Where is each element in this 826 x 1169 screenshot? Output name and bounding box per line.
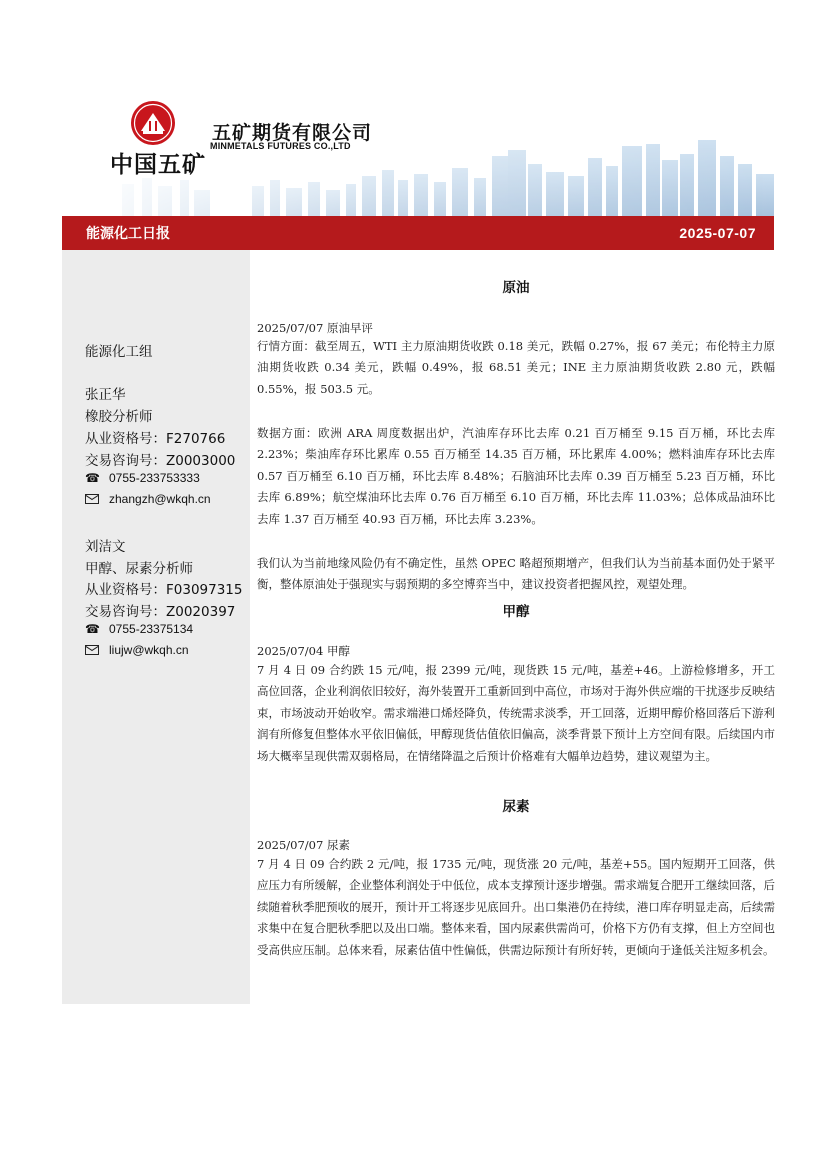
report-title-bar	[62, 216, 774, 250]
company-name-cn: 五矿期货有限公司	[212, 122, 373, 144]
phone-icon: ☎	[85, 471, 100, 485]
section-title-methanol: 甲醇	[502, 604, 530, 620]
section-subtitle: 2025/07/04 甲醇	[257, 644, 350, 658]
analyst-sidebar	[62, 250, 250, 1004]
section-title-crude: 原油	[502, 280, 530, 296]
phone-number: 0755-233753333	[109, 471, 200, 485]
report-date: 2025-07-07	[679, 225, 756, 241]
analyst-name: 刘洁文	[85, 539, 126, 555]
analyst-email	[85, 643, 189, 657]
crude-market-paragraph: 行情方面：截至周五，WTI 主力原油期货收跌 0.18 美元，跌幅 0.27%，报 67 美元；布伦特主力原油期货收跌 0.34 美元，跌幅 0.49%，报 68.51 美元；INE 主力原油期货收跌 2.80 元，跌幅 0.55%，报 503.5 元。	[257, 339, 775, 396]
report-title: 能源化工日报	[86, 226, 170, 242]
logo-text: 中国五矿	[110, 152, 206, 178]
analyst-consulting-number: 交易咨询号：Z0003000	[85, 453, 236, 469]
crude-data-paragraph: 数据方面：欧洲 ARA 周度数据出炉，汽油库存环比去库 0.21 百万桶至 9.15 百万桶，环比去库 2.23%；柴油库存环比累库 0.55 百万桶至 14.35 百万桶，环比累库 4.00%；燃料油库存环比去库 0.57 百万桶至 6.10 百万桶，环比去库 8.48%；石脑油环比去库 0.39 百万桶至 5.23 百万桶，环比去库 6.89%；航空煤油环比去库 0.76 百万桶至 6.10 百万桶，环比去库 11.03%；总体成品油环比去库 1.37 百万桶至 40.93 百万桶，环比去库 3.23%。	[257, 426, 775, 526]
phone-icon: ☎	[85, 622, 100, 636]
analyst-consulting-number: 交易咨询号：Z0020397	[85, 604, 236, 620]
analyst-email	[85, 492, 211, 506]
section-subtitle: 2025/07/07 原油早评	[257, 321, 373, 335]
email-address: liujw@wkqh.cn	[109, 643, 189, 657]
crude-view-paragraph: 我们认为当前地缘风险仍有不确定性，虽然 OPEC 略超预期增产，但我们认为当前基本面仍处于紧平衡，整体原油处于强现实与弱预期的多空博弈当中，建议投资者把握风控，观望处理。	[257, 556, 775, 592]
analyst-qualification: 从业资格号：F03097315	[85, 582, 243, 598]
analyst-name: 张正华	[85, 387, 126, 403]
mail-icon	[85, 645, 99, 655]
company-name-en: MINMETALS FUTURES CO.,LTD	[210, 141, 351, 151]
mail-icon	[85, 494, 99, 504]
phone-number: 0755-23375134	[109, 622, 194, 636]
section-title-urea: 尿素	[502, 799, 530, 815]
analyst-qualification: 从业资格号：F270766	[85, 431, 226, 447]
section-subtitle: 2025/07/07 尿素	[257, 838, 350, 852]
analyst-role: 甲醇、尿素分析师	[85, 561, 193, 577]
analyst-role: 橡胶分析师	[85, 409, 153, 425]
analyst-phone	[85, 471, 200, 485]
urea-paragraph: 7 月 4 日 09 合约跌 2 元/吨，报 1735 元/吨，现货涨 20 元/吨，基差+55。国内短期开工回落，供应压力有所缓解，企业整体利润处于中低位，成本支撑预计逐步增强。需求端复合肥开工继续回落，后续随着秋季肥预收的展开，预计开工将逐步见底回升。出口集港仍在持续，港口库存明显走高，后续需求集中在复合肥秋季肥以及出口端。整体来看，国内尿素供需尚可，价格下方仍有支撑，但上方空间也受高供应压制。总体来看，尿素估值中性偏低，供需边际预计有所好转，更倾向于逢低关注短多机会。	[257, 857, 775, 957]
methanol-paragraph: 7 月 4 日 09 合约跌 15 元/吨，报 2399 元/吨，现货跌 15 元/吨，基差+46。上游检修增多，开工高位回落，企业利润依旧较好，海外装置开工重新回到中高位，市场对于海外供应端的干扰逐步反映结束，市场波动开始收窄。需求端港口烯烃降负，传统需求淡季，开工回落，近期甲醇价格回落后下游利润有所修复但整体水平依旧偏低，甲醇现货估值依旧偏高，淡季背景下预计上方空间有限。后续国内市场大概率呈现供需双弱格局，在情绪降温之后预计价格难有大幅单边趋势，建议观望为主。	[257, 663, 775, 763]
email-address: zhangzh@wkqh.cn	[109, 492, 211, 506]
group-name: 能源化工组	[85, 344, 153, 360]
analyst-phone	[85, 622, 193, 636]
minmetals-emblem-icon	[130, 100, 176, 146]
